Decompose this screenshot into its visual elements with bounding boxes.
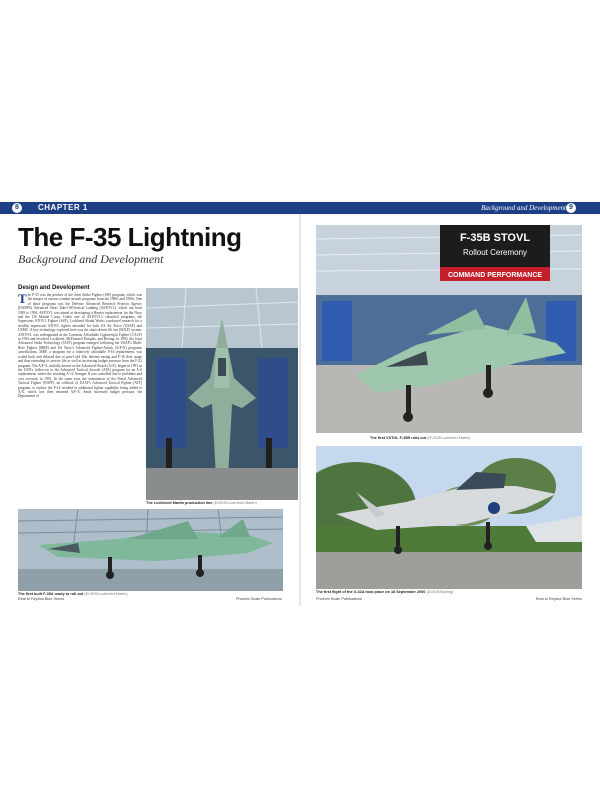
photo-production-line: [146, 288, 298, 500]
article-body: [18, 293, 142, 493]
photo-x32a-first-flight: [316, 446, 582, 589]
footer-series-left: Real to Replica Blue Series: [18, 597, 65, 601]
page-number-left: 8: [12, 203, 22, 213]
caption-production-line: The Lockheed Martin production line (DVIDS/Lockheed Martin): [146, 501, 257, 505]
section-heading: Design and Development: [18, 285, 90, 291]
page-subtitle: Background and Development: [18, 252, 164, 266]
footer-publisher-right: Phoenix Scale Publications: [316, 597, 362, 601]
banner-line-3: COMMAND PERFORMANCE: [447, 272, 543, 279]
banner-line-1: F-35B STOVL: [459, 232, 531, 244]
chapter-label: CHAPTER 1: [38, 203, 88, 212]
photo-f35a-rollout-ready: [18, 509, 283, 591]
caption-f35a-ready: The first built F-35A ready to roll out (DVIDS/Lockheed Martin): [18, 592, 128, 596]
photo-f35b-rollout: [316, 225, 582, 433]
caption-f35b-rollout: The first VSTOL F-35B rolls out (DVIDS/Lockheed Martin): [370, 436, 471, 440]
caption-x32a-first-flight: The first flight of the X-32A took place on 18 September 2000 (DVIDS/Boeing): [316, 590, 454, 594]
banner-line-2: Rollout Ceremony: [462, 248, 528, 257]
page-title: The F-35 Lightning: [18, 222, 242, 252]
page-gutter: [299, 214, 301, 606]
drop-cap: T: [18, 293, 27, 306]
footer-series-right: Real to Replica Blue Series: [535, 597, 582, 601]
page-number-right: 9: [566, 203, 576, 213]
footer-publisher-left: Phoenix Scale Publications: [236, 597, 282, 601]
article-body-text: he F-35 was the product of the Joint Strike Fighter (JSF) program, which was the merger of various combat aircraft programs from the 1980s and 1990s. One of those programs was the Defense Advanced Research Projects Agency (DARPA) Advanced Short Take-Off/Vertical Landing (ASTOVL), which ran from 1983 to 1994. ASTOVL was aimed at developing a Harrier replacement for the Navy and the US Marine Corps. Under one of ASTOVL's classified programs, the Supersonic STOVL Fighter (SSF), Lockheed Skunk Works conducted research for a stealthy supersonic STOVL fighter intended for both US Air Force (USAF) and USMC. A key technology explored here was the shaft-driven lift fan (SDLF) system. ASTOVL was redesignated as the Common Affordable Lightweight Fighter (CALF) in 1993 and involved Lockheed, McDonnell Douglas, and Boeing. In 1993, the Joint Advanced Strike Technology (JAST) program emerged following the USAF's Multi-Role Fighter (MRF) and US Navy's Advanced Fighter-Attack (A/F-X) programs cancellations. MRF, a program for a relatively affordable F-16 replacement, was scaled back and delayed due to post-Cold War defense easing and F-16 fleet usage and thus extending its service life as well as increasing budget pressure from the F-22 program. The A/F-X, initially known as the Advanced-Attack (A/X), began in 1991 as the USN's follow-on to the Advanced Tactical Aircraft (ATA) program for an A-6 replacement, where the resulting A-12 Avenger II was cancelled due to problems and cost overruns in 1991. In the same year, the termination of the Naval Advanced Tactical Fighter (NATF), an offshoot of USAF's Advanced Tactical Fighter (ATF) program, to replace the F-14 resulted in additional fighter capability being added to A/X, which was then renamed A/F-X. Amid increased budget pressure, the Department of: [18, 293, 142, 399]
section-label: Background and Development: [481, 204, 566, 212]
